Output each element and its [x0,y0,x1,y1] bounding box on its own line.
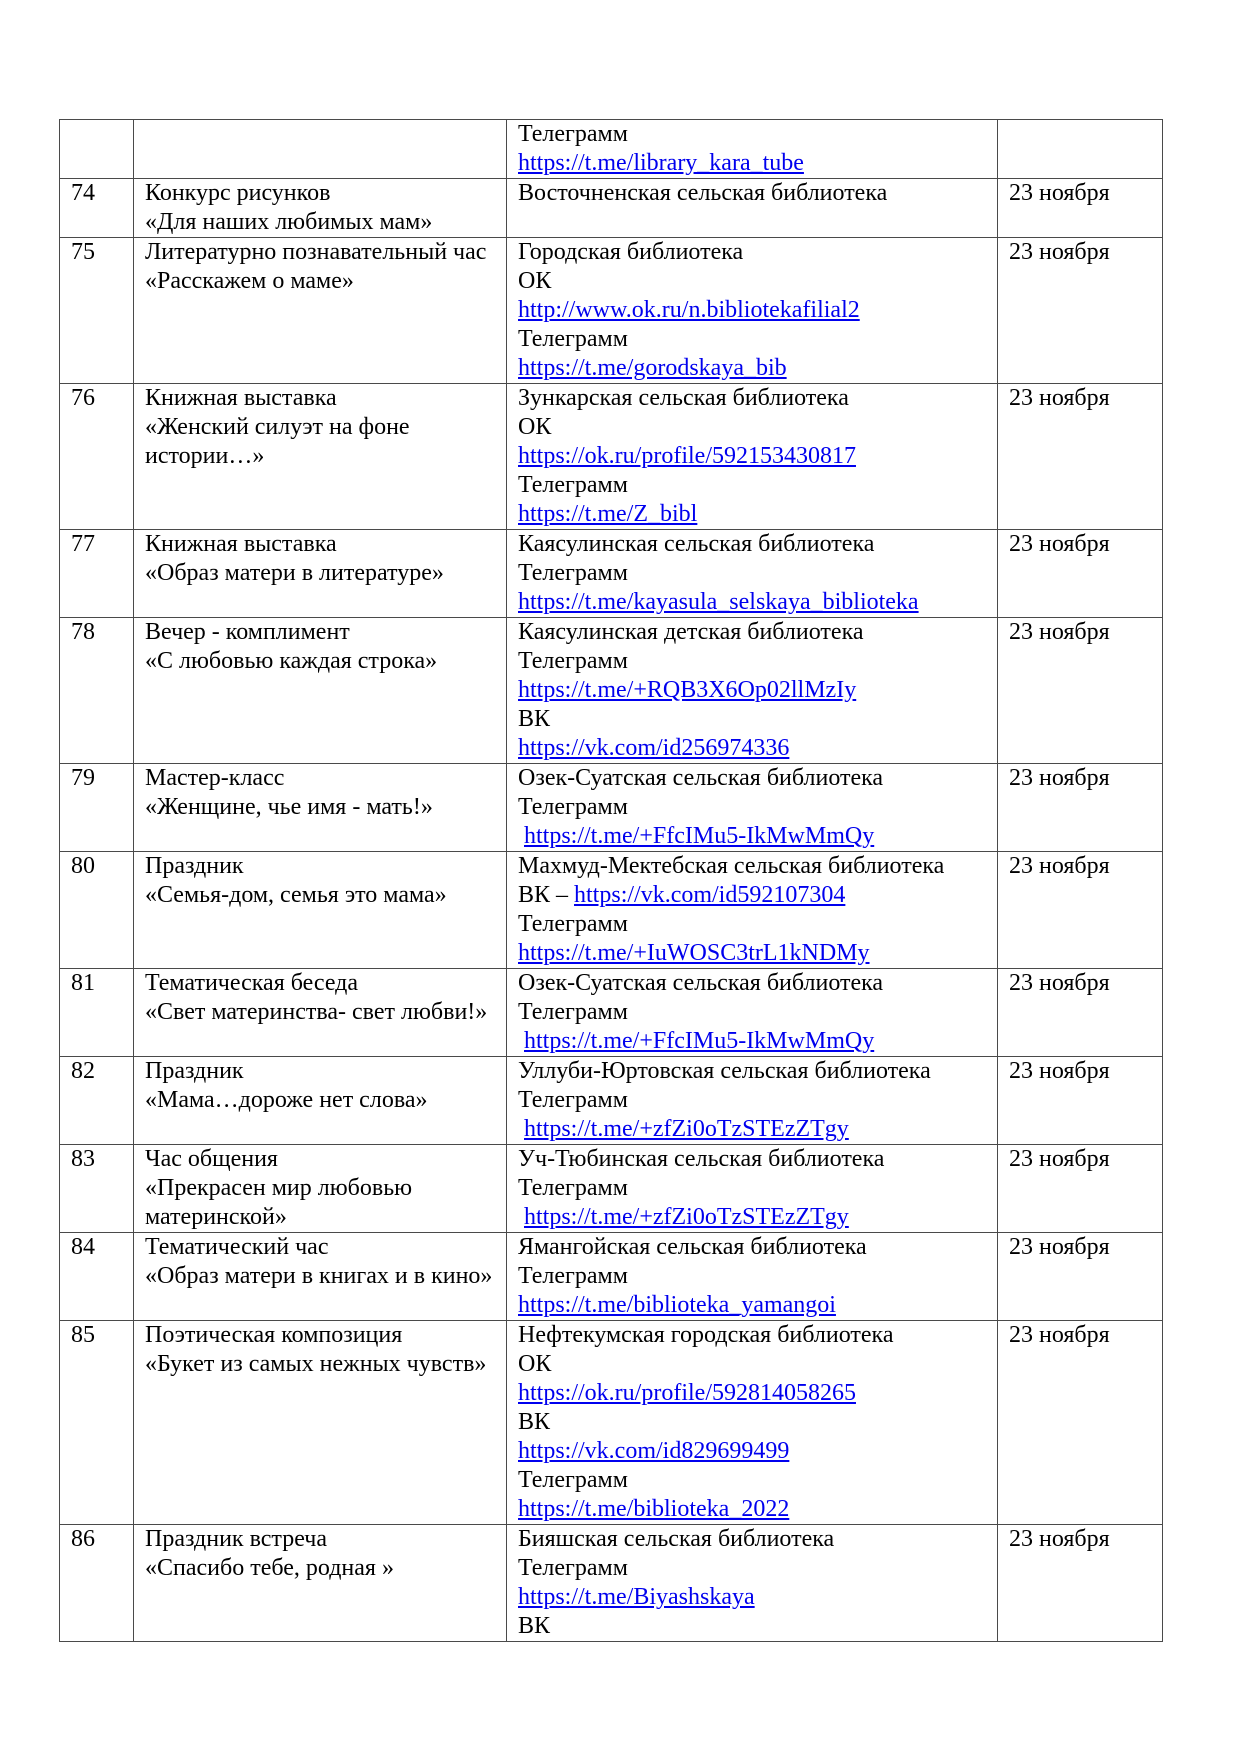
event-type: Тематический час [145,1234,329,1260]
date-cell [998,238,1163,384]
event-title-cell [134,1233,507,1321]
event-title-cell [134,120,507,179]
event-date: 23 ноября [1009,765,1110,791]
social-link[interactable]: https://ok.ru/profile/592153430817 [518,443,856,469]
table-row [60,1321,1163,1525]
venue-text: Телеграмм [518,1175,628,1201]
event-date: 23 ноября [1009,1526,1110,1552]
event-date: 23 ноября [1009,853,1110,879]
event-name: «Для наших любимых мам» [145,209,433,235]
row-number-cell [60,852,134,969]
table-row [60,179,1163,238]
social-link[interactable]: https://vk.com/id592107304 [574,882,846,908]
date-cell [998,1057,1163,1145]
venue-link-line [518,1027,986,1056]
event-date: 23 ноября [1009,1146,1110,1172]
venue-mixed-line [518,881,986,910]
venue-text: Зункарская сельская библиотека [518,385,849,411]
row-number-cell [60,120,134,179]
row-number-cell [60,1321,134,1525]
event-date: 23 ноября [1009,1322,1110,1348]
event-date: 23 ноября [1009,970,1110,996]
social-link[interactable]: https://t.me/+zfZi0oTzSTEzZTgy [524,1116,849,1142]
venue-text: Телеграмм [518,121,628,147]
venue-text: ОК [518,1351,552,1377]
event-title-cell [134,1321,507,1525]
date-cell [998,530,1163,618]
social-link[interactable]: https://t.me/+FfcIMu5-IkMwMmQy [524,823,875,849]
row-number: 81 [71,970,95,996]
venue-cell [507,1321,998,1525]
venue-text: Телеграмм [518,472,628,498]
venue-link-line [518,1495,986,1524]
row-number: 77 [71,531,95,557]
event-title-cell [134,384,507,530]
venue-text: Телеграмм [518,1467,628,1493]
date-cell [998,1233,1163,1321]
event-date: 23 ноября [1009,1234,1110,1260]
social-link[interactable]: https://t.me/+zfZi0oTzSTEzZTgy [524,1204,849,1230]
venue-cell [507,530,998,618]
row-number: 75 [71,239,95,265]
event-date: 23 ноября [1009,180,1110,206]
social-link[interactable]: https://vk.com/id829699499 [518,1438,790,1464]
event-type: Вечер - комплимент [145,619,350,645]
event-name: «Спасибо тебе, родная » [145,1555,394,1581]
venue-cell [507,852,998,969]
venue-link-line [518,442,986,471]
event-name: «Образ матери в книгах и в кино» [145,1263,493,1289]
event-title-cell [134,852,507,969]
social-link[interactable]: https://t.me/biblioteka_2022 [518,1496,790,1522]
venue-text: Телеграмм [518,560,628,586]
event-name: «С любовью каждая строка» [145,648,438,674]
event-name: «Расскажем о маме» [145,268,354,294]
event-name: «Мама…дороже нет слова» [145,1087,428,1113]
venue-link-line [518,1437,986,1466]
venue-text: ВК – [518,882,575,908]
table-row [60,530,1163,618]
row-number-cell [60,1057,134,1145]
event-name: «Женский силуэт на фоне истории…» [145,414,410,469]
venue-cell [507,179,998,238]
event-name: «Семья-дом, семья это мама» [145,882,447,908]
venue-link-line [518,1115,986,1144]
row-number-cell [60,179,134,238]
venue-link-line [518,588,986,617]
row-number: 79 [71,765,95,791]
venue-cell [507,618,998,764]
venue-text: ВК [518,1409,551,1435]
event-title-cell [134,969,507,1057]
row-number: 74 [71,180,95,206]
table-row [60,618,1163,764]
row-number-cell [60,969,134,1057]
table-row [60,384,1163,530]
event-date: 23 ноября [1009,619,1110,645]
social-link[interactable]: https://t.me/+FfcIMu5-IkMwMmQy [524,1028,875,1054]
date-cell [998,852,1163,969]
table-row [60,764,1163,852]
event-type: Книжная выставка [145,385,337,411]
venue-text: Телеграмм [518,1087,628,1113]
table-row [60,120,1163,179]
event-name: «Женщине, чье имя - мать!» [145,794,433,820]
event-type: Праздник встреча [145,1526,327,1552]
date-cell [998,1525,1163,1642]
venue-text: ОК [518,414,552,440]
row-number: 85 [71,1322,95,1348]
venue-text: Телеграмм [518,999,628,1025]
event-type: Час общения [145,1146,278,1172]
venue-text: Телеграмм [518,648,628,674]
event-title-cell [134,1525,507,1642]
row-number: 83 [71,1146,95,1172]
table-row [60,1057,1163,1145]
row-number: 86 [71,1526,95,1552]
row-number: 76 [71,385,95,411]
venue-link-line [518,1583,986,1612]
event-date: 23 ноября [1009,1058,1110,1084]
event-title-cell [134,179,507,238]
event-title-cell [134,238,507,384]
row-number-cell [60,1525,134,1642]
social-link[interactable]: http://www.ok.ru/n.bibliotekafilial2 [518,297,860,323]
row-number: 80 [71,853,95,879]
venue-text: Озек-Суатская сельская библиотека [518,970,884,996]
venue-text: Телеграмм [518,1263,628,1289]
event-name: «Свет материнства- свет любви!» [145,999,488,1025]
date-cell [998,969,1163,1057]
event-type: Книжная выставка [145,531,337,557]
venue-link-line [518,734,986,763]
event-type: Поэтическая композиция [145,1322,403,1348]
row-number-cell [60,238,134,384]
social-link[interactable]: https://t.me/kayasula_selskaya_biblioteka [518,589,919,615]
venue-text: Восточненская сельская библиотека [518,180,888,206]
venue-cell [507,1525,998,1642]
venue-text: Телеграмм [518,794,628,820]
venue-text: Городская библиотека [518,239,744,265]
row-number-cell [60,1145,134,1233]
event-title-cell [134,764,507,852]
row-number-cell [60,384,134,530]
social-link[interactable]: https://t.me/library_kara_tube [518,150,804,176]
venue-cell [507,1145,998,1233]
venue-text: Нефтекумская городская библиотека [518,1322,894,1348]
table-row [60,1145,1163,1233]
events-table-body [60,120,1163,1642]
venue-link-line [518,676,986,705]
date-cell [998,179,1163,238]
venue-text: Телеграмм [518,911,628,937]
venue-text: Бияшская сельская библиотека [518,1526,835,1552]
event-type: Мастер-класс [145,765,285,791]
event-date: 23 ноября [1009,239,1110,265]
date-cell [998,1145,1163,1233]
row-number-cell [60,764,134,852]
venue-text: Махмуд-Мектебская сельская библиотека [518,853,945,879]
event-date: 23 ноября [1009,385,1110,411]
venue-cell [507,1057,998,1145]
venue-link-line [518,500,986,529]
venue-link-line [518,354,986,383]
event-title-cell [134,530,507,618]
row-number: 84 [71,1234,95,1260]
venue-link-line [518,939,986,968]
event-name: «Образ матери в литературе» [145,560,444,586]
social-link[interactable]: https://t.me/+RQB3X6Op02llMzIy [518,677,857,703]
row-number: 78 [71,619,95,645]
venue-text: ОК [518,268,552,294]
table-row [60,238,1163,384]
event-date: 23 ноября [1009,531,1110,557]
table-row [60,852,1163,969]
event-type: Праздник [145,1058,244,1084]
event-name: «Прекрасен мир любовью материнской» [145,1175,413,1230]
event-title-cell [134,1145,507,1233]
table-row [60,1525,1163,1642]
social-link[interactable]: https://t.me/Biyashskaya [518,1584,755,1610]
venue-link-line [518,149,986,178]
row-number-cell [60,1233,134,1321]
venue-link-line [518,1379,986,1408]
date-cell [998,1321,1163,1525]
social-link[interactable]: https://t.me/biblioteka_yamangoi [518,1292,836,1318]
venue-link-line [518,296,986,325]
venue-text: ВК [518,1613,551,1639]
venue-text: Телеграмм [518,326,628,352]
social-link[interactable]: https://vk.com/id256974336 [518,735,790,761]
row-number: 82 [71,1058,95,1084]
social-link[interactable]: https://t.me/+IuWOSC3trL1kNDMy [518,940,870,966]
venue-text: ВК [518,706,551,732]
venue-text: Каясулинская детская библиотека [518,619,864,645]
venue-text: Телеграмм [518,1555,628,1581]
venue-link-line [518,822,986,851]
row-number-cell [60,530,134,618]
venue-text: Уч-Тюбинская сельская библиотека [518,1146,885,1172]
venue-text: Каясулинская сельская библиотека [518,531,875,557]
venue-cell [507,764,998,852]
social-link[interactable]: https://t.me/Z_bibl [518,501,698,527]
venue-link-line [518,1291,986,1320]
event-title-cell [134,1057,507,1145]
date-cell [998,618,1163,764]
venue-text: Ямангойская сельская библиотека [518,1234,867,1260]
venue-cell [507,120,998,179]
table-row [60,969,1163,1057]
social-link[interactable]: https://ok.ru/profile/592814058265 [518,1380,856,1406]
event-type: Конкурс рисунков [145,180,331,206]
event-name: «Букет из самых нежных чувств» [145,1351,487,1377]
table-row [60,1233,1163,1321]
social-link[interactable]: https://t.me/gorodskaya_bib [518,355,787,381]
venue-cell [507,1233,998,1321]
venue-text: Озек-Суатская сельская библиотека [518,765,884,791]
venue-text: Уллуби-Юртовская сельская библиотека [518,1058,931,1084]
events-table [59,119,1163,1642]
venue-cell [507,969,998,1057]
date-cell [998,120,1163,179]
event-type: Тематическая беседа [145,970,359,996]
venue-cell [507,384,998,530]
row-number-cell [60,618,134,764]
date-cell [998,764,1163,852]
event-type: Литературно познавательный час [145,239,487,265]
event-type: Праздник [145,853,244,879]
date-cell [998,384,1163,530]
venue-cell [507,238,998,384]
event-title-cell [134,618,507,764]
venue-link-line [518,1203,986,1232]
